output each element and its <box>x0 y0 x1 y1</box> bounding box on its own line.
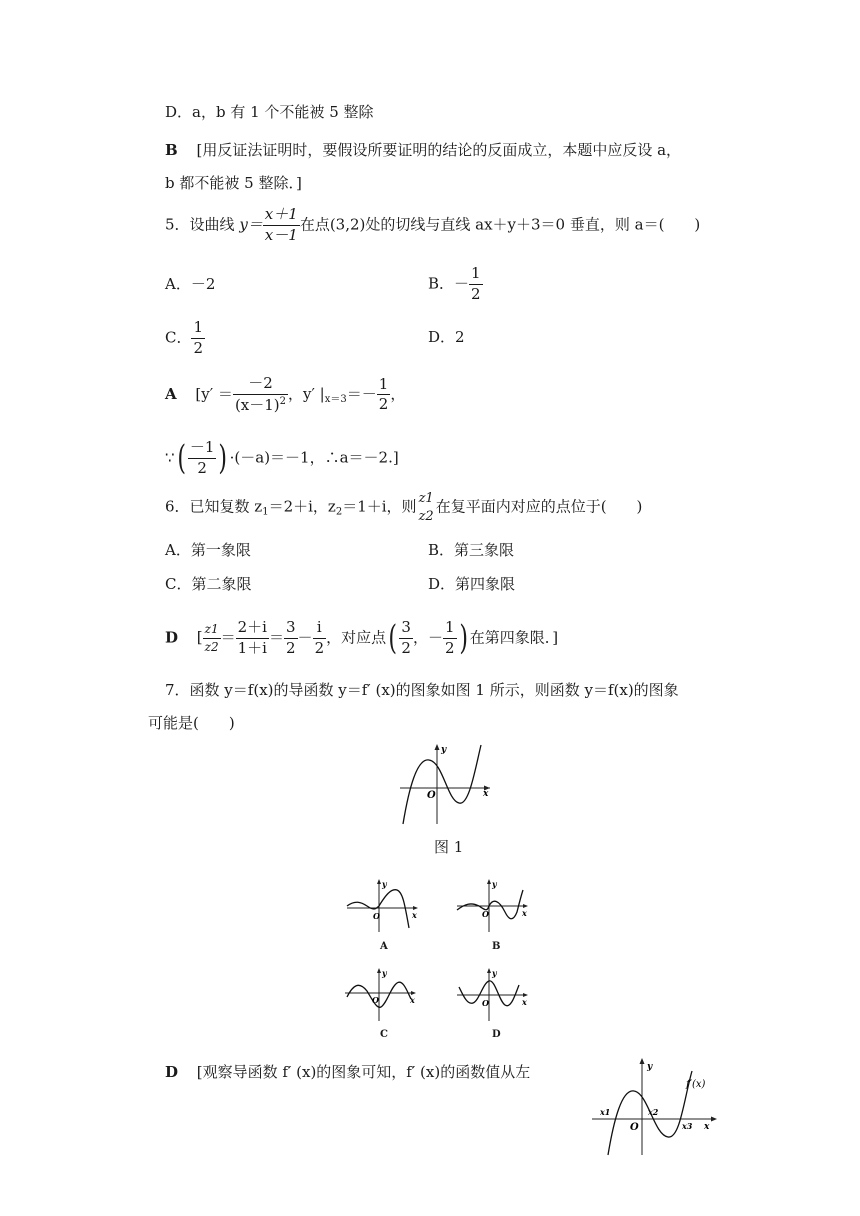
q6-ans-pt-num1: 3 <box>399 620 413 639</box>
q6-ans-frac2 <box>236 620 269 657</box>
q6-ans-open: [ <box>196 628 203 647</box>
q5-ans1-den-sup: 2 <box>279 395 287 407</box>
origin-label: O <box>427 790 436 801</box>
option-d-label: D <box>492 1029 501 1040</box>
q5-y-eq: y＝ <box>239 215 263 234</box>
option-a-curve <box>347 890 409 928</box>
q6-ans-frac3 <box>284 620 298 657</box>
option-b-graph <box>455 876 535 936</box>
option-c-graph <box>343 965 423 1025</box>
q6-ans-frac1 <box>203 623 221 653</box>
option-d-graph <box>455 965 535 1025</box>
y-axis-arrow <box>377 879 381 884</box>
figure-1-derivative-graph <box>395 740 495 826</box>
q5-frac-den: x－1 <box>264 225 298 244</box>
q5-option-b-den: 2 <box>471 284 481 303</box>
q6-ans-frac1-num: z1 <box>203 623 221 639</box>
q5-ans1-frac2-num: 1 <box>377 377 391 396</box>
q5-ans2-frac <box>188 440 217 477</box>
x-axis-label: x <box>522 908 527 918</box>
q6-ans-frac2-num: 2＋i <box>236 620 269 639</box>
derivative-curve <box>403 745 481 824</box>
q5-option-c-den: 2 <box>193 338 204 357</box>
q5-option-c-frac <box>191 320 205 357</box>
q6-ans-end: 在第四象限．] <box>469 628 559 647</box>
x-axis-arrow <box>711 1117 717 1122</box>
q6-fraction <box>417 492 436 523</box>
q5-ans2-because: ∵ <box>165 448 175 467</box>
y-axis-label: y <box>382 968 387 978</box>
q6-prefix: 6．已知复数 z <box>165 497 263 516</box>
right-paren-large: ) <box>218 438 228 479</box>
y-axis-arrow <box>487 968 491 973</box>
origin-label: O <box>482 998 489 1008</box>
q5-ans1-sub: x＝3 <box>324 393 347 405</box>
q4-answer-line1: [用反证法证明时，要假设所要证明的结论的反面成立，本题中应反设 a， <box>196 141 682 159</box>
origin-label: O <box>630 1122 639 1133</box>
q7-answer-letter: D <box>165 1063 179 1081</box>
q4-option-d: D．a，b 有 1 个不能被 5 整除 <box>165 103 374 121</box>
q5-option-b <box>428 266 483 303</box>
q5-ans1-frac-den: (x－1) <box>234 395 280 414</box>
q6-ans-frac4-num: i <box>313 620 327 639</box>
q7-answer <box>165 1065 530 1080</box>
q5-ans1-frac-den-wrap <box>233 395 288 414</box>
option-a-graph <box>345 876 425 936</box>
q5-ans2-rest: ·(－a)＝－1，∴a＝－2.] <box>229 448 399 467</box>
q6-ans-pt-den1: 2 <box>401 638 411 657</box>
q6-suffix: 在复平面内对应的点位于( ) <box>435 497 643 516</box>
q5-prefix: 5．设曲线 <box>165 215 240 234</box>
y-axis-label: y <box>492 968 497 978</box>
q6-ans-eq2: ＝ <box>268 628 284 647</box>
y-axis-label: y <box>382 879 387 889</box>
q5-option-b-frac <box>469 266 483 303</box>
fprime-label: f′(x) <box>686 1079 706 1090</box>
option-b-label: B <box>492 941 501 952</box>
q6-option-b: B．第三象限 <box>428 541 515 559</box>
q6-ans-frac1-den: z2 <box>204 639 219 654</box>
x-axis-label: x <box>704 1122 710 1132</box>
q5-answer-line2 <box>165 440 399 477</box>
left-paren-large: ( <box>176 438 186 479</box>
q5-answer-letter: A <box>165 384 177 403</box>
option-a-label: A <box>380 941 388 952</box>
q5-ans1-frac-num: －2 <box>233 376 288 395</box>
q5-ans2-frac-den: 2 <box>197 458 207 477</box>
q5-suffix: 在点(3,2)处的切线与直线 ax＋y＋3＝0 垂直，则 a＝( ) <box>299 215 701 234</box>
q6-ans-eq1: ＝ <box>220 628 236 647</box>
right-derivative-graph <box>588 1055 723 1157</box>
q6-frac-den: z2 <box>418 508 434 524</box>
x2-label: x2 <box>648 1107 659 1117</box>
origin-label: O <box>373 911 380 921</box>
x-axis-label: x <box>410 995 415 1005</box>
q4-answer-letter: B <box>165 141 178 159</box>
q6-ans-frac3-num: 3 <box>284 620 298 639</box>
q7-answer-text: [观察导函数 f′ (x)的图象可知，f′ (x)的函数值从左 <box>196 1063 531 1081</box>
q5-option-c-num: 1 <box>191 320 205 339</box>
q5-option-b-num: 1 <box>469 266 483 285</box>
q6-answer <box>165 620 558 657</box>
q5-ans1-open: [y′ ＝ <box>195 384 233 403</box>
q6-ans-pt-sep: ，－ <box>412 628 443 647</box>
q5-stem <box>165 207 700 244</box>
y-axis-arrow <box>377 968 381 973</box>
option-c-label: C <box>380 1029 388 1040</box>
y-axis-arrow <box>487 879 491 884</box>
option-b-curve <box>457 890 523 919</box>
q5-ans1-end: ， <box>390 384 406 403</box>
q5-ans1-frac <box>233 376 288 414</box>
q6-answer-letter: D <box>165 628 179 647</box>
q6-z2-sub: 2 <box>335 506 343 518</box>
q5-ans1-frac2-den: 2 <box>378 395 389 414</box>
q5-ans1-eq: ＝－ <box>346 384 377 403</box>
y-axis-label: y <box>441 745 447 755</box>
origin-label: O <box>372 995 379 1005</box>
q6-ans-pt-frac2 <box>443 620 457 657</box>
q6-stem <box>165 492 642 523</box>
q6-ans-pt-num2: 1 <box>443 620 457 639</box>
q6-ans-pt-den2: 2 <box>444 638 455 657</box>
right-paren-large: ) <box>458 618 468 659</box>
q5-frac-num: x＋1 <box>263 207 300 226</box>
q5-ans1-mid: ，y′ | <box>288 384 325 403</box>
q5-option-d: D．2 <box>428 328 465 346</box>
q5-option-a: A．－2 <box>165 275 216 293</box>
q4-answer-line2: b 都不能被 5 整除．] <box>165 174 302 192</box>
q6-ans-frac4 <box>313 620 327 657</box>
y-axis-label: y <box>647 1062 653 1072</box>
left-paren-large: ( <box>388 618 398 659</box>
q5-answer-line1 <box>165 376 405 414</box>
q6-option-d: D．第四象限 <box>428 575 516 593</box>
q6-z1-sub: 1 <box>262 506 269 518</box>
q5-option-c-prefix: C． <box>165 328 192 347</box>
q6-ans-frac4-den: 2 <box>314 638 325 657</box>
y-axis-label: y <box>492 879 497 889</box>
q7-stem-line1: 7．函数 y＝f(x)的导函数 y＝f′ (x)的图象如图 1 所示，则函数 y＝f(x)的图象 <box>165 681 679 699</box>
q6-ans-pt-frac1 <box>399 620 413 657</box>
origin-label: O <box>482 909 489 919</box>
y-axis-arrow <box>640 1058 645 1064</box>
q5-fraction <box>263 207 300 244</box>
q5-option-b-prefix: B．－ <box>428 274 470 293</box>
q6-ans-minus: － <box>297 628 313 647</box>
q5-ans2-frac-num: －1 <box>188 440 217 459</box>
x1-label: x1 <box>600 1107 611 1117</box>
q5-option-c <box>165 320 205 357</box>
q6-mid1: ＝2＋i，z <box>268 497 336 516</box>
x-axis-label: x <box>522 997 527 1007</box>
q4-answer <box>165 143 681 158</box>
x-axis-label: x <box>412 910 417 920</box>
q6-option-c: C．第二象限 <box>165 575 252 593</box>
figure-1-caption: 图 1 <box>434 838 464 856</box>
q6-option-a: A．第一象限 <box>165 541 251 559</box>
q6-frac-num: z1 <box>418 491 434 506</box>
q6-ans-mid: ，对应点 <box>326 628 387 647</box>
q5-ans1-frac2 <box>377 374 391 414</box>
q6-ans-frac2-den: 1＋i <box>237 638 267 657</box>
q7-stem-line2: 可能是( ) <box>148 714 235 732</box>
x-axis-label: x <box>483 789 489 799</box>
y-axis-arrow <box>435 744 440 750</box>
x3-label: x3 <box>682 1121 693 1131</box>
q6-ans-frac3-den: 2 <box>286 638 296 657</box>
q6-mid2: ＝1＋i，则 <box>342 497 417 516</box>
